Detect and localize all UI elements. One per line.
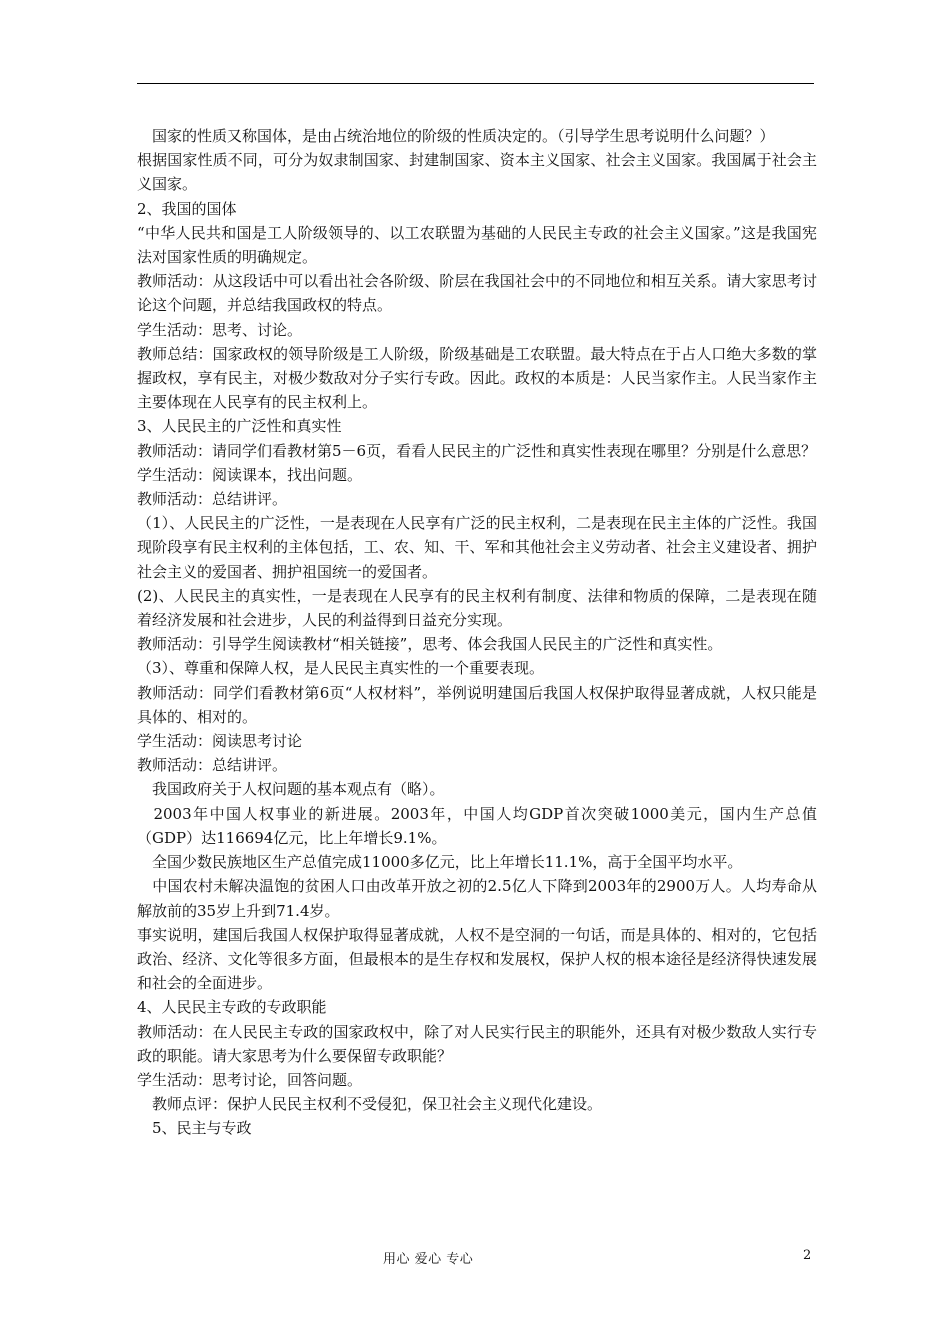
paragraph: 教师总结：国家政权的领导阶级是工人阶级，阶级基础是工农联盟。最大特点在于占人口绝大多数的掌握政权，享有民主，对极少数敌对分子实行专政。因此。政权的本质是：人民当家作主。人民当家作主主要体现在人民享有的民主权利上。 [137, 344, 817, 412]
section-heading: 5、民主与专政 [137, 1119, 252, 1138]
paragraph: 教师活动：总结讲评。 [137, 490, 288, 509]
paragraph: 教师活动：在人民民主专政的国家政权中，除了对人民实行民主的职能外，还具有对极少数敌人实行专政的职能。请大家思考为什么要保留专政职能？ [137, 1022, 817, 1065]
section-heading: 3、人民民主的广泛性和真实性 [137, 417, 342, 436]
paragraph: 教师活动：同学们看教材第6页“人权材料”，举例说明建国后我国人权保护取得显著成就，人权只能是具体的、相对的。 [137, 683, 817, 726]
paragraph: 国家的性质又称国体，是由占统治地位的阶级的性质决定的。（引导学生思考说明什么问题？） [137, 127, 775, 145]
document-body [137, 124, 817, 1141]
paragraph: 中国农村未解决温饱的贫困人口由改革开放之初的2.5亿人下降到2003年的2900万人。人均寿命从解放前的35岁上升到71.4岁。 [137, 877, 817, 920]
paragraph: (2)、人民民主的真实性，一是表现在人民享有的民主权利有制度、法律和物质的保障，二是表现在随着经济发展和社会进步，人民的利益得到日益充分实现。 [137, 586, 817, 630]
paragraph: （3）、尊重和保障人权，是人民民主真实性的一个重要表现。 [137, 659, 545, 678]
section-heading: 2、我国的国体 [137, 199, 237, 218]
page-number: 2 [803, 1248, 812, 1263]
paragraph: 教师活动：总结讲评。 [137, 756, 288, 775]
paragraph: （1）、人民民主的广泛性，一是表现在人民享有广泛的民主权利，二是表现在民主主体的广泛性。我国现阶段享有民主权利的主体包括，工、农、知、干、军和其他社会主义劳动者、社会主义建设者、拥护社会主义的爱国者、拥护祖国统一的爱国者。 [137, 514, 817, 581]
footer-text: 用心 爱心 专心 [383, 1252, 474, 1267]
paragraph: 事实说明，建国后我国人权保护取得显著成就，人权不是空洞的一句话，而是具体的、相对的，它包括政治、经济、文化等很多方面，但最根本的是生存权和发展权，保护人权的根本途径是经济得快速发展和社会的全面进步。 [137, 925, 817, 993]
paragraph: 教师活动：从这段话中可以看出社会各阶级、阶层在我国社会中的不同地位和相互关系。请大家思考讨论这个问题，并总结我国政权的特点。 [137, 272, 817, 315]
header-rule [137, 83, 814, 84]
paragraph: 学生活动：阅读思考讨论 [137, 732, 303, 751]
paragraph: 学生活动：思考、讨论。 [137, 320, 303, 339]
paragraph: 2003年中国人权事业的新进展。2003年，中国人均GDP首次突破1000美元，国内生产总值（GDP）达116694亿元，比上年增长9.1%。 [137, 804, 817, 847]
paragraph: 学生活动：思考讨论，回答问题。 [137, 1070, 363, 1089]
paragraph: 全国少数民族地区生产总值完成11000多亿元，比上年增长11.1%，高于全国平均水平。 [137, 853, 743, 872]
paragraph: 教师活动：引导学生阅读教材“相关链接”，思考、体会我国人民民主的广泛性和真实性。 [137, 635, 723, 654]
paragraph: 学生活动：阅读课本，找出问题。 [137, 465, 363, 484]
paragraph: 根据国家性质不同，可分为奴隶制国家、封建制国家、资本主义国家、社会主义国家。我国属于社会主义国家。 [137, 151, 817, 194]
paragraph: “中华人民共和国是工人阶级领导的、以工农联盟为基础的人民民主专政的社会主义国家。”这是我国宪法对国家性质的明确规定。 [137, 223, 817, 267]
section-heading: 4、人民民主专政的专政职能 [137, 998, 327, 1017]
paragraph: 教师点评：保护人民民主权利不受侵犯，保卫社会主义现代化建设。 [137, 1095, 603, 1114]
paragraph: 我国政府关于人权问题的基本观点有（略）。 [137, 780, 445, 799]
paragraph: 教师活动：请同学们看教材第5－6页，看看人民民主的广泛性和真实性表现在哪里？分别是什么意思？ [137, 441, 817, 460]
